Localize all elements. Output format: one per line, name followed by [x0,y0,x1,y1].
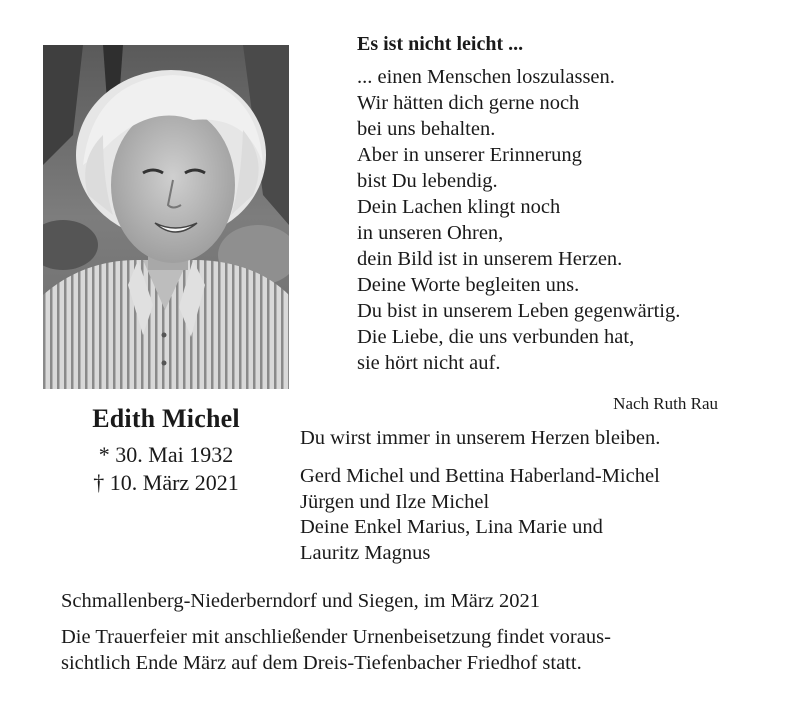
mourner-line: Gerd Michel und Bettina Haberland-Michel [300,465,660,487]
mourners-list [300,464,660,566]
portrait-photo [43,45,289,389]
death-date: † 10. März 2021 [93,470,239,495]
poem-line: Aber in unserer Erinnerung [357,144,582,166]
poem-line: in unseren Ohren, [357,222,504,244]
place-and-date: Schmallenberg-Niederberndorf und Siegen, im März 2021 [61,590,540,612]
poem-title: Es ist nicht leicht ... [357,33,524,55]
mourner-line: Lauritz Magnus [300,541,431,564]
poem-line: Du bist in unserem Leben gegenwärtig. [357,300,681,322]
poem-line: dein Bild ist in unserem Herzen. [357,248,623,270]
deceased-name: Edith Michel [92,404,240,433]
poem-line: Dein Lachen klingt noch [357,196,561,218]
farewell-motto: Du wirst immer in unserem Herzen bleiben. [300,427,661,449]
ceremony-line: Die Trauerfeier mit anschließender Urnenbeisetzung findet voraus- [61,626,611,648]
poem-line: Wir hätten dich gerne noch [357,92,580,114]
poem-line: sie hört nicht auf. [357,352,501,374]
poem-text [357,64,680,376]
poem-line: Deine Worte begleiten uns. [357,274,580,296]
life-dates [43,441,289,497]
mourner-line: Jürgen und Ilze Michel [300,490,490,513]
ceremony-line: sichtlich Ende März auf dem Dreis-Tiefenbacher Friedhof statt. [61,651,582,674]
poem-line: Die Liebe, die uns verbunden hat, [357,326,635,348]
mourner-line: Deine Enkel Marius, Lina Marie und [300,516,603,538]
poem-line: bist Du lebendig. [357,170,498,192]
poem-line: ... einen Menschen loszulassen. [357,66,615,88]
poem-line: bei uns behalten. [357,118,496,140]
poem-attribution: Nach Ruth Rau [613,394,718,413]
birth-date: * 30. Mai 1932 [98,442,234,467]
ceremony-notice [61,625,611,676]
